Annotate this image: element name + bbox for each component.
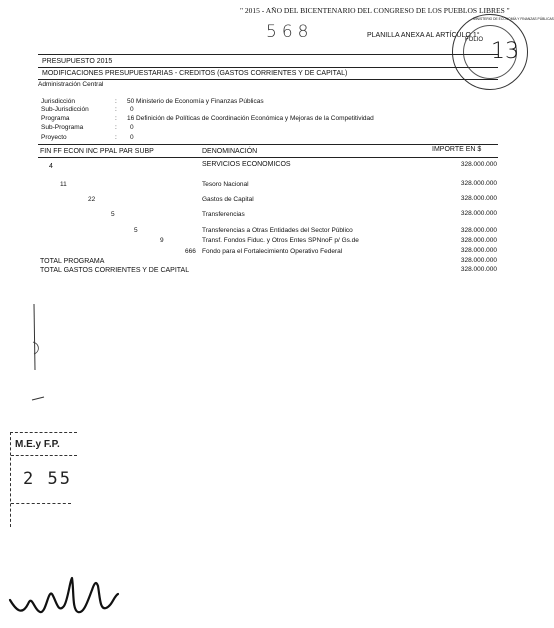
proyecto-label: Proyecto [41,134,67,141]
row-denominacion: Fondo para el Fortalecimiento Operativo Federal [202,248,343,255]
registry-stamp-number: 2 55 [23,469,72,489]
row-denominacion: Gastos de Capital [202,196,254,203]
registry-stamp-divider [11,455,77,456]
jurisdiccion-value: 50 Ministerio de Economía y Finanzas Públicas [127,98,264,105]
title-top-rule [38,54,498,55]
row-code: 5 [134,227,138,234]
presupuesto-title: PRESUPUESTO 2015 [42,58,113,65]
subprograma-label: Sub-Programa [41,124,84,131]
modificaciones-title: MODIFICACIONES PRESUPUESTARIAS - CREDITOS (GASTOS CORRIENTES Y DE CAPITAL) [42,70,348,77]
stamp-text: MINISTERIO DE ECONOMÍA Y FINANZAS PÚBLICAS [473,17,554,21]
subprograma-sep: : [115,124,117,131]
table-header-importe: IMPORTE EN $ [432,146,482,153]
total-gastos-importe: 328.000.000 [460,266,497,273]
subjurisdiccion-label: Sub-Jurisdicción [41,106,89,113]
row-denominacion: Transferencias [202,211,245,218]
subjurisdiccion-value: 0 [130,106,134,113]
table-header-denominacion: DENOMINACIÓN [202,148,258,155]
stamp-folio-label: FOLIO [465,37,484,43]
row-importe: 328.000.000 [460,227,497,234]
programa-sep: : [115,115,117,122]
proyecto-sep: : [115,134,117,141]
handwritten-signature [6,560,126,624]
proyecto-value: 0 [130,134,134,141]
total-programa-label: TOTAL PROGRAMA [40,258,105,265]
row-denominacion: SERVICIOS ECONOMICOS [202,161,291,168]
total-programa-importe: 328.000.000 [460,257,497,264]
programa-label: Programa [41,115,70,122]
row-code: 4 [49,163,53,170]
row-code: 22 [88,196,96,203]
total-gastos-label: TOTAL GASTOS CORRIENTES Y DE CAPITAL [40,267,190,274]
year-title: " 2015 - AÑO DEL BICENTENARIO DEL CONGRESO DE LOS PUEBLOS LIBRES " [240,6,510,15]
jurisdiccion-sep: : [115,98,117,105]
row-denominacion: Tesoro Nacional [202,181,249,188]
row-importe: 328.000.000 [460,247,497,254]
row-code: 11 [60,181,67,188]
title-bottom-rule [38,79,498,80]
row-importe: 328.000.000 [460,210,497,217]
registry-stamp [10,432,77,527]
folio-number: 568 [266,22,314,42]
title-mid-rule [38,67,498,68]
row-code: 9 [160,237,164,244]
table-header-bottom-rule [38,157,498,158]
row-code: 666 [185,248,196,255]
margin-marks-drawing [26,300,56,410]
stamp-folio-number: 13 [491,39,519,64]
registry-stamp-title: M.E.y F.P. [15,439,60,450]
row-importe: 328.000.000 [460,237,497,244]
registry-stamp-lower-rule [11,503,71,504]
table-header-codes: FIN FF ECON INC PPAL PAR SUBP [40,148,154,155]
row-denominacion: Transferencias a Otras Entidades del Sector Público [202,227,353,234]
planilla-anexa: PLANILLA ANEXA AL ARTÍCULO 1° [367,32,480,39]
row-code: 5 [111,211,115,218]
administracion-label: Administración Central [38,81,104,88]
subprograma-value: 0 [130,124,134,131]
subjurisdiccion-sep: : [115,106,117,113]
row-importe: 328.000.000 [460,161,497,168]
table-header-top-rule [38,144,498,145]
jurisdiccion-label: Jurisdicción [41,98,75,105]
programa-value: 16 Definición de Políticas de Coordinación Económica y Mejoras de la Competitividad [127,115,374,122]
row-denominacion: Transf. Fondos Fiduc. y Otros Entes SPNnoF p/ Gs.de [202,237,359,244]
row-importe: 328.000.000 [460,195,497,202]
row-importe: 328.000.000 [460,180,497,187]
